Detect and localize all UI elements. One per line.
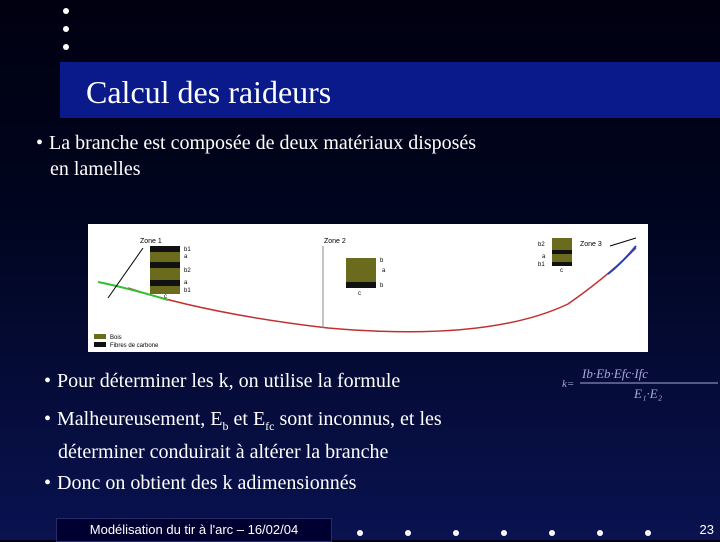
label-c: c (358, 291, 361, 297)
stiffness-formula (560, 360, 720, 406)
label-a: a (542, 254, 546, 260)
zone2-wood (346, 258, 376, 282)
footer-dot (501, 530, 507, 536)
bullet-3-sub-fc: fc (265, 419, 275, 433)
formula-k: k= (562, 378, 575, 390)
formula-svg (560, 360, 720, 406)
decor-dot (63, 26, 69, 32)
legend-wood-swatch (94, 334, 106, 339)
bullet-1 (36, 130, 476, 182)
zone3-carbon (552, 250, 572, 254)
bow-diagram (88, 224, 648, 352)
bullet-1-line2: en lamelles (50, 158, 141, 180)
zone2-carbon (346, 282, 376, 288)
branch-blue-segment (608, 246, 636, 274)
zone3-carbon (552, 262, 572, 266)
legend-carbon-label: Fibres de carbone (110, 343, 159, 349)
zone3-pointer (610, 238, 636, 246)
page-number: 23 (699, 522, 714, 537)
zone1-wood (150, 268, 180, 280)
decor-dot (63, 44, 69, 50)
label-b: b (380, 258, 384, 264)
zone1-carbon (150, 262, 180, 268)
bow-diagram-svg (88, 224, 648, 352)
bullet-3-part1: Malheureusement, E (57, 408, 223, 430)
label-c: c (164, 294, 167, 300)
footer-dot (597, 530, 603, 536)
bullet-marker: • (44, 370, 52, 392)
label-c: c (560, 268, 563, 274)
bullet-2 (44, 368, 400, 394)
bullet-2-text: Pour déterminer les k, on utilise la formule (57, 370, 401, 392)
bullet-4-text: Donc on obtient des k adimensionnés (57, 472, 357, 494)
formula-numerator: Ib·Eb·Efc·Ifc (582, 366, 649, 381)
label-b2: b2 (184, 268, 191, 274)
label-a: a (382, 268, 386, 274)
bullet-1-line1: La branche est composée de deux matériaux disposés (49, 132, 477, 154)
label-b1: b1 (538, 262, 545, 268)
label-b1: b1 (184, 288, 191, 294)
label-b2: b2 (538, 242, 545, 248)
zone3-wood (552, 254, 572, 262)
legend-wood-label: Bois (110, 335, 122, 341)
bullet-marker: • (44, 408, 52, 430)
bullet-3-part2: sont inconnus, et les (274, 408, 442, 430)
zone3-wood (552, 238, 572, 250)
legend-carbon-swatch (94, 342, 106, 347)
bullet-4 (44, 470, 356, 496)
formula-denominator: E₁·E₂ (634, 386, 663, 401)
label-a: a (184, 254, 188, 260)
label-b1: b1 (184, 247, 191, 253)
bullet-marker: • (44, 472, 52, 494)
footer: Modélisation du tir à l'arc – 16/02/04 (56, 518, 332, 542)
zone1-label: Zone 1 (140, 238, 162, 245)
footer-dot (549, 530, 555, 536)
footer-dot (357, 530, 363, 536)
bullet-marker: • (36, 132, 44, 154)
bullet-3-line2: déterminer conduirait à altérer la branche (58, 441, 389, 463)
zone1-wood (150, 286, 180, 294)
zone3-label: Zone 3 (580, 241, 602, 248)
label-a: a (184, 280, 188, 286)
decor-dot (63, 8, 69, 14)
zone2-label: Zone 2 (324, 238, 346, 245)
footer-dot (453, 530, 459, 536)
bullet-3 (44, 406, 442, 465)
bullet-3-sub-b: b (222, 419, 229, 433)
zone1-carbon (150, 246, 180, 252)
slide-title: Calcul des raideurs (86, 74, 332, 110)
footer-dot (645, 530, 651, 536)
label-b: b (380, 283, 384, 289)
footer-dot (405, 530, 411, 536)
bullet-3-mid: et E (228, 408, 266, 430)
zone1-carbon (150, 280, 180, 286)
zone1-wood (150, 252, 180, 262)
